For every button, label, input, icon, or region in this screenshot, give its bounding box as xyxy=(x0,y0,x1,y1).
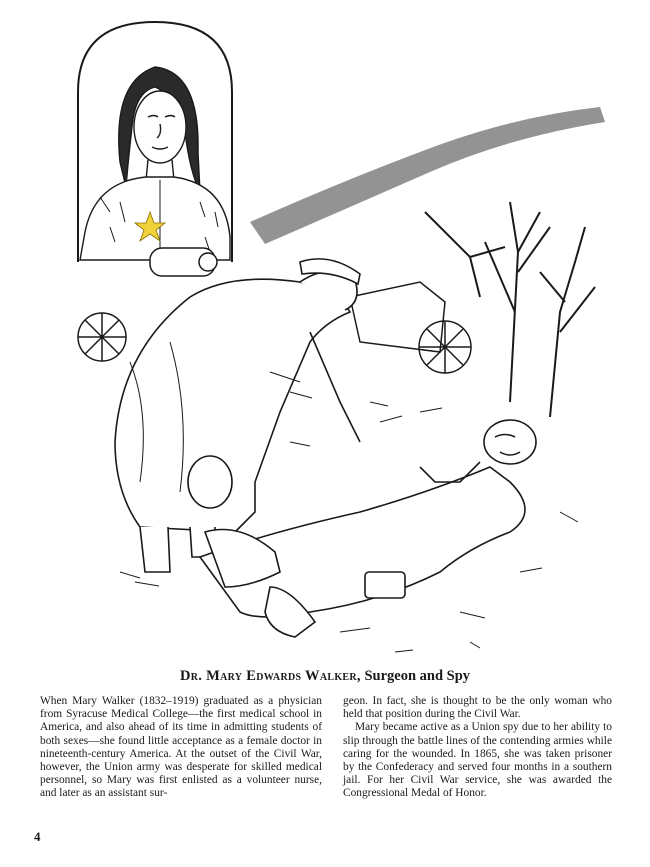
body-column-left xyxy=(40,695,322,801)
body-paragraph: Mary became active as a Union spy due to her ability to slip through the battle lines of the contending armies while caring for the wounded. In 1865, she was taken prisoner by the Confederacy and served four months in a southern jail. For her Civil War service, she was awarded the Congressional Medal of Honor. xyxy=(343,721,612,800)
page-number: 4 xyxy=(34,829,41,844)
body-column-right xyxy=(343,695,612,801)
bare-trees xyxy=(425,202,595,417)
body-paragraph-continued: geon. In fact, she is thought to be the only woman who held that position during the Civil War. xyxy=(343,695,612,721)
caption-name: Dr. Mary Edwards Walker, xyxy=(179,668,361,684)
caption-role: Surgeon and Spy xyxy=(360,668,471,684)
smoke-trail xyxy=(250,107,605,244)
body-paragraph: When Mary Walker (1832–1919) graduated as a physician from Syracuse Medical College—the first medical school in America, and also ahead of its time in admitting students of both sexes—she found little acceptance as a female doctor in nineteenth-century America. At the outset of the Civil War, however, the Union army was desperate for skilled medical personnel, so Mary was first enlisted as a volunteer nurse, and later as an assistant sur- xyxy=(40,695,322,800)
civil-war-illustration xyxy=(40,12,625,660)
illustration-caption xyxy=(0,667,650,685)
